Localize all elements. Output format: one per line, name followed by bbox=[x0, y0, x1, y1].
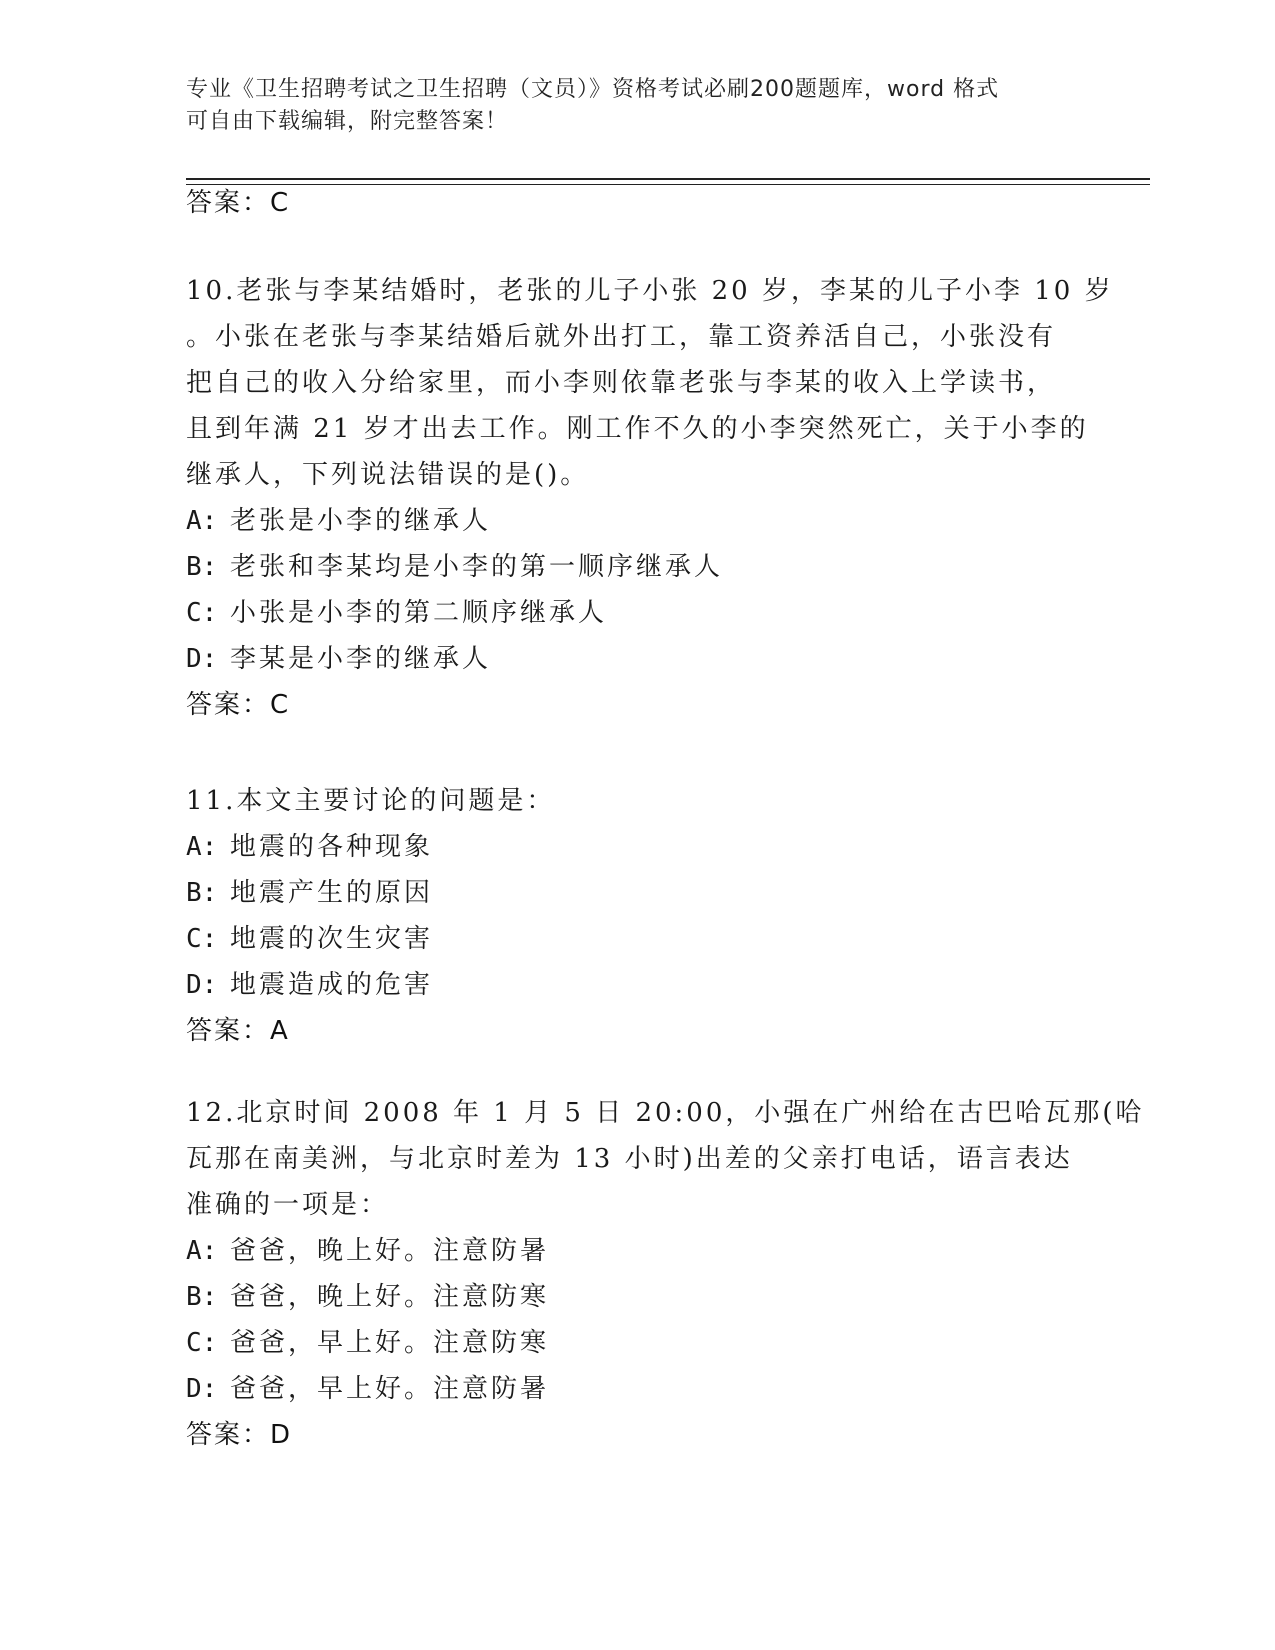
answer-line: 答案：D bbox=[186, 1420, 293, 1450]
option-text: 地震的次生灾害 bbox=[230, 924, 434, 954]
option-a bbox=[186, 824, 1086, 870]
option-text: 爸爸，晚上好。注意防暑 bbox=[230, 1236, 550, 1266]
option-letter: C: bbox=[186, 1328, 218, 1358]
header-line-1: 专业《卫生招聘考试之卫生招聘（文员）》资格考试必刷200题题库，word 格式 bbox=[186, 77, 1000, 102]
option-text: 爸爸，晚上好。注意防寒 bbox=[230, 1282, 550, 1312]
option-letter: A: bbox=[186, 506, 218, 536]
question-12 bbox=[186, 1090, 1145, 1458]
header-line-2: 可自由下载编辑，附完整答案！ bbox=[186, 109, 509, 134]
option-letter: A: bbox=[186, 1236, 218, 1266]
question-text-line: 瓦那在南美洲，与北京时差为 13 小时)出差的父亲打电话，语言表达 bbox=[186, 1144, 1073, 1174]
option-d bbox=[186, 1366, 1086, 1412]
option-a bbox=[186, 1228, 1086, 1274]
option-letter: D: bbox=[186, 644, 218, 674]
question-text-line: 11.本文主要讨论的问题是： bbox=[186, 786, 556, 816]
option-b bbox=[186, 544, 1086, 590]
question-11 bbox=[186, 778, 1086, 1054]
option-letter: B: bbox=[186, 1282, 218, 1312]
answer-line: 答案：A bbox=[186, 1016, 290, 1046]
question-text-line: 且到年满 21 岁才出去工作。刚工作不久的小李突然死亡，关于小李的 bbox=[186, 414, 1089, 444]
option-letter: C: bbox=[186, 598, 218, 628]
option-c bbox=[186, 916, 1086, 962]
question-text-line: 。小张在老张与李某结婚后就外出打工，靠工资养活自己，小张没有 bbox=[186, 322, 1057, 352]
question-text-line: 10.老张与李某结婚时，老张的儿子小张 20 岁，李某的儿子小李 10 岁 bbox=[186, 276, 1114, 306]
option-text: 地震造成的危害 bbox=[230, 970, 434, 1000]
page-header bbox=[186, 74, 1086, 138]
question-text-line: 准确的一项是： bbox=[186, 1190, 390, 1220]
question-text-line: 12.北京时间 2008 年 1 月 5 日 20:00，小强在广州给在古巴哈瓦那(哈 bbox=[186, 1098, 1145, 1128]
option-text: 爸爸，早上好。注意防暑 bbox=[230, 1374, 550, 1404]
option-text: 李某是小李的继承人 bbox=[230, 644, 492, 674]
option-text: 地震的各种现象 bbox=[230, 832, 434, 862]
question-text-line: 继承人，下列说法错误的是()。 bbox=[186, 460, 590, 490]
question-text-line: 把自己的收入分给家里，而小李则依靠老张与李某的收入上学读书， bbox=[186, 368, 1057, 398]
answer-line: 答案：C bbox=[186, 690, 291, 720]
option-b bbox=[186, 870, 1086, 916]
question-10 bbox=[186, 268, 1114, 728]
option-letter: D: bbox=[186, 970, 218, 1000]
option-letter: A: bbox=[186, 832, 218, 862]
option-a bbox=[186, 498, 1086, 544]
option-d bbox=[186, 636, 1086, 682]
option-letter: C: bbox=[186, 924, 218, 954]
option-d bbox=[186, 962, 1086, 1008]
previous-answer: 答案：C bbox=[186, 188, 291, 218]
option-text: 小张是小李的第二顺序继承人 bbox=[230, 598, 608, 628]
option-text: 地震产生的原因 bbox=[230, 878, 434, 908]
option-c bbox=[186, 590, 1086, 636]
option-c bbox=[186, 1320, 1086, 1366]
option-text: 老张是小李的继承人 bbox=[230, 506, 492, 536]
option-text: 爸爸，早上好。注意防寒 bbox=[230, 1328, 550, 1358]
option-text: 老张和李某均是小李的第一顺序继承人 bbox=[230, 552, 724, 582]
option-letter: D: bbox=[186, 1374, 218, 1404]
option-letter: B: bbox=[186, 552, 218, 582]
option-letter: B: bbox=[186, 878, 218, 908]
option-b bbox=[186, 1274, 1086, 1320]
